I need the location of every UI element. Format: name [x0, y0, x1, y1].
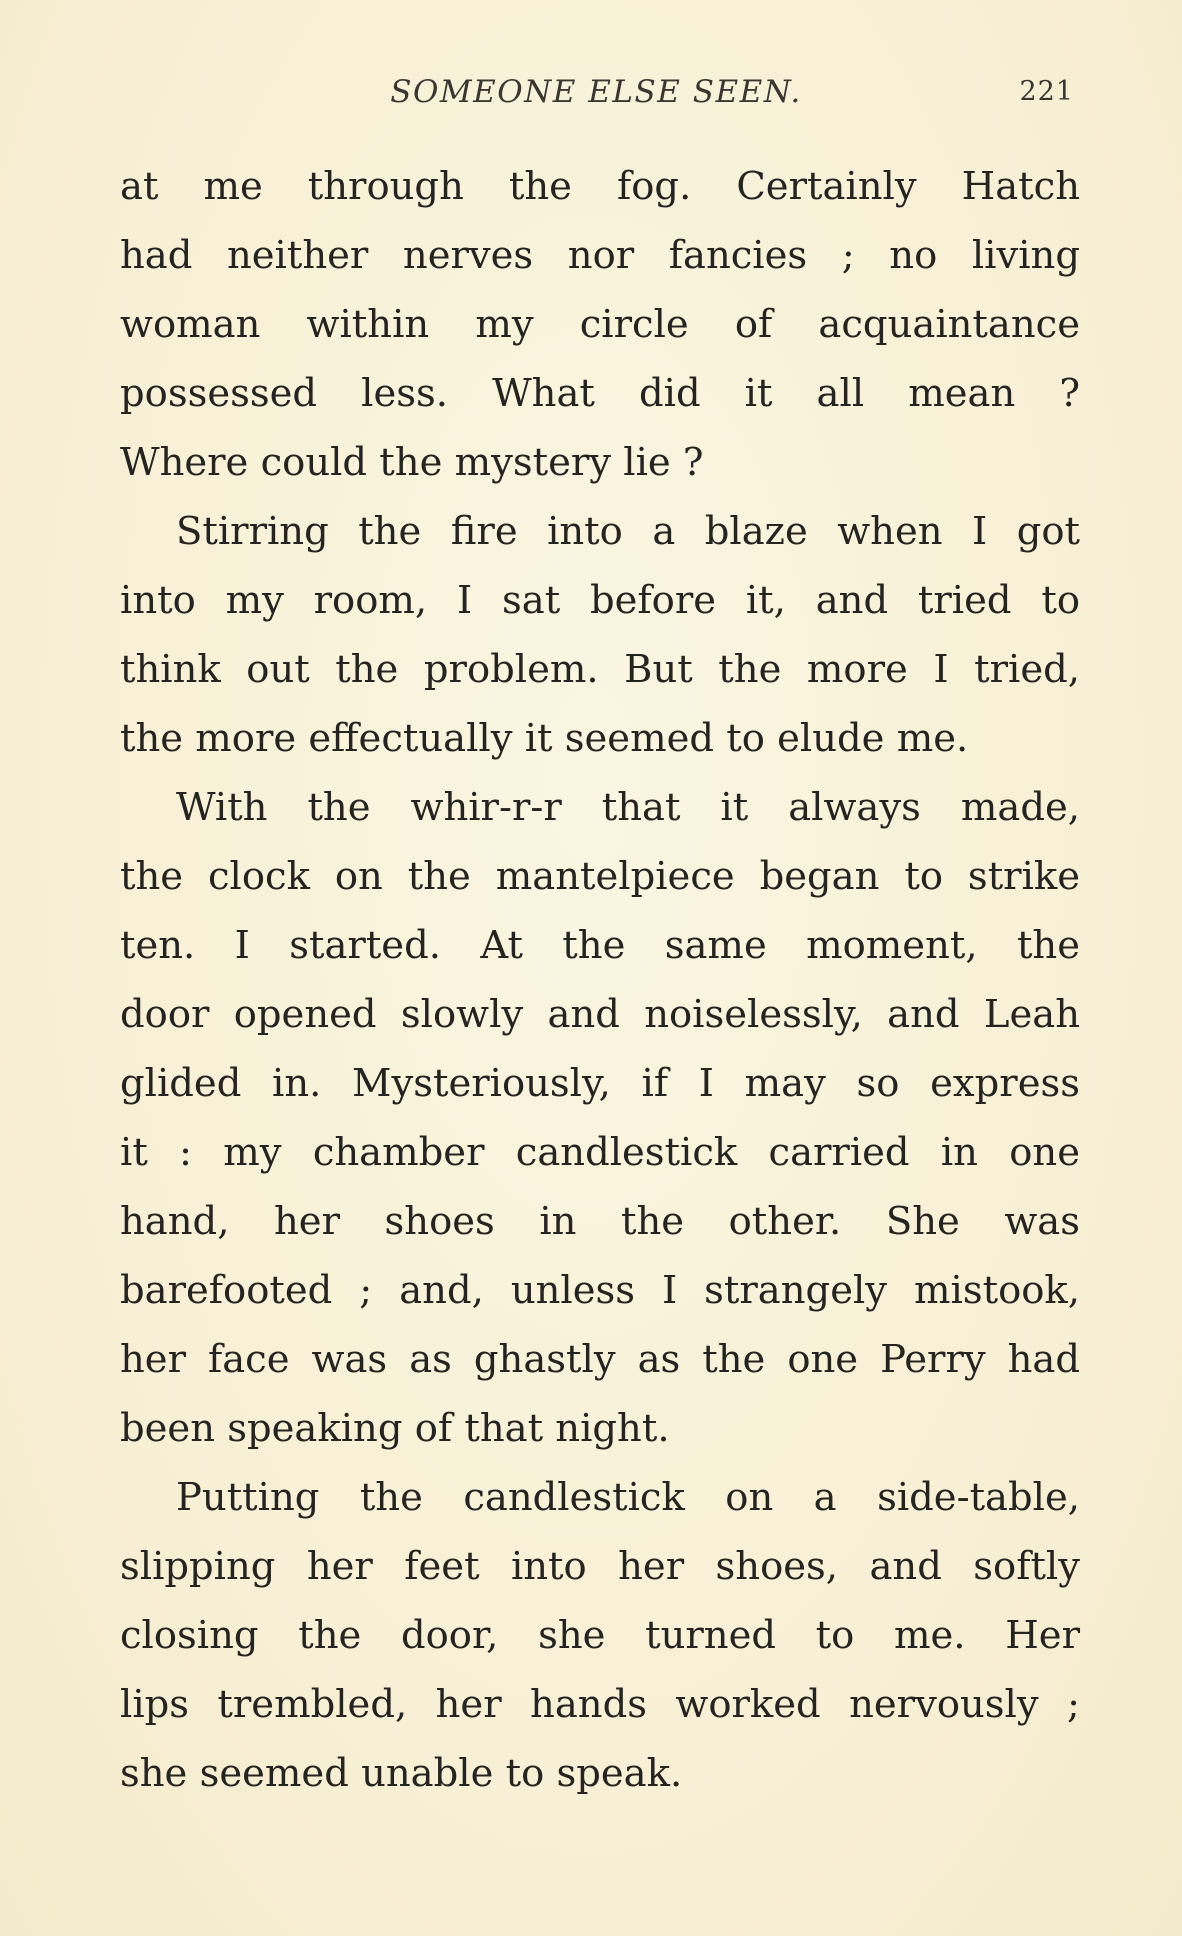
text-line: Stirring the fire into a blaze when I got — [176, 509, 1080, 554]
page-number: 221 — [1019, 76, 1074, 107]
text-line: possessed less. What did it all mean ? — [120, 371, 1080, 416]
running-head: SOMEONE ELSE SEEN. — [390, 74, 802, 110]
text-line: her face was as ghastly as the one Perry had — [120, 1337, 1080, 1382]
text-line: lips trembled, her hands worked nervously ; — [120, 1682, 1080, 1727]
text-line: at me through the fog. Certainly Hatch — [120, 164, 1080, 209]
page-header — [118, 70, 1074, 114]
text-line: Putting the candlestick on a side-table, — [176, 1475, 1080, 1520]
text-line: think out the problem. But the more I tried, — [120, 647, 1080, 692]
text-line: With the whir-r-r that it always made, — [176, 785, 1080, 830]
text-line: had neither nerves nor fancies ; no living — [120, 233, 1080, 278]
text-line: slipping her feet into her shoes, and softly — [120, 1544, 1080, 1589]
text-line: it : my chamber candlestick carried in one — [120, 1130, 1080, 1175]
text-line: been speaking of that night. — [120, 1406, 670, 1451]
text-line: barefooted ; and, unless I strangely mistook, — [120, 1268, 1080, 1313]
text-line: the clock on the mantelpiece began to strike — [120, 854, 1080, 899]
text-line: hand, her shoes in the other. She was — [120, 1199, 1080, 1244]
body-text — [120, 152, 1080, 1808]
text-line: glided in. Mysteriously, if I may so express — [120, 1061, 1080, 1106]
text-line: into my room, I sat before it, and tried to — [120, 578, 1080, 623]
text-line: the more effectually it seemed to elude me. — [120, 716, 969, 761]
text-line: closing the door, she turned to me. Her — [120, 1613, 1080, 1658]
text-line: woman within my circle of acquaintance — [120, 302, 1080, 347]
text-line: she seemed unable to speak. — [120, 1751, 683, 1796]
text-line: ten. I started. At the same moment, the — [120, 923, 1080, 968]
text-line: door opened slowly and noiselessly, and Leah — [120, 992, 1080, 1037]
text-line: Where could the mystery lie ? — [120, 440, 704, 485]
